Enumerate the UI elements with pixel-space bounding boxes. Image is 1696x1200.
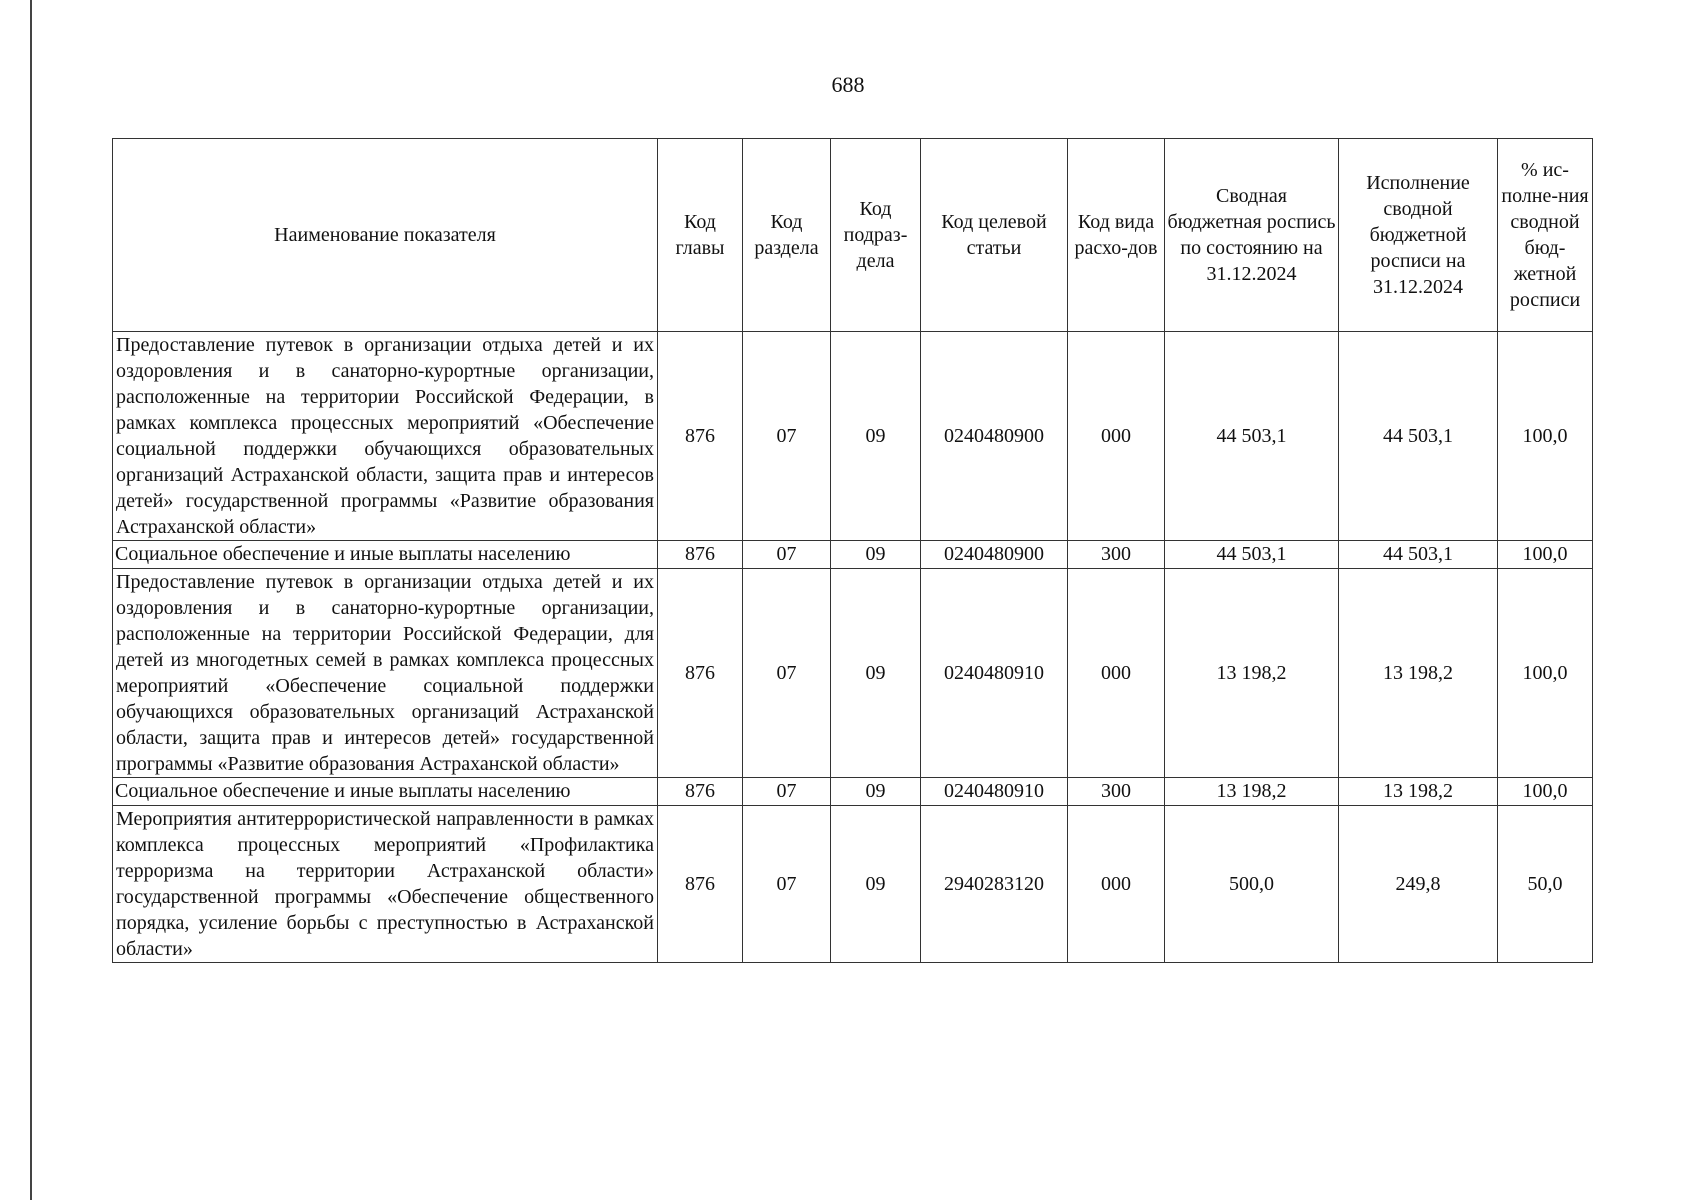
header-name: Наименование показателя	[113, 139, 658, 332]
row-budget: 500,0	[1165, 806, 1339, 963]
table-header-row	[113, 139, 1593, 332]
row-chapter: 876	[658, 806, 743, 963]
row-percent: 100,0	[1498, 778, 1593, 806]
header-chapter: Код главы	[658, 139, 743, 332]
budget-table	[112, 138, 1593, 963]
row-percent: 100,0	[1498, 332, 1593, 541]
row-subsection: 09	[831, 569, 921, 778]
row-percent: 50,0	[1498, 806, 1593, 963]
row-expense-type: 000	[1068, 806, 1165, 963]
row-subsection: 09	[831, 778, 921, 806]
row-subsection: 09	[831, 541, 921, 569]
row-chapter: 876	[658, 569, 743, 778]
row-expense-type: 300	[1068, 541, 1165, 569]
row-execution: 249,8	[1339, 806, 1498, 963]
header-section: Код раздела	[743, 139, 831, 332]
row-name: Предоставление путевок в организации отдыха детей и их оздоровления и в санаторно-курортные организации, расположенные на территории Российской Федерации, для детей из многодетных семей в рамках комплекса процессных мероприятий «Обеспечение социальной поддержки обучающихся образовательных организаций Астраханской области, защита прав и интересов детей» государственной программы «Развитие образования Астраханской области»	[113, 569, 658, 778]
header-execution: Исполнение сводной бюджетной росписи на 31.12.2024	[1339, 139, 1498, 332]
row-target: 0240480900	[921, 332, 1068, 541]
table-row	[113, 806, 1593, 963]
row-section: 07	[743, 778, 831, 806]
row-budget: 44 503,1	[1165, 541, 1339, 569]
row-expense-type: 000	[1068, 569, 1165, 778]
row-target: 0240480910	[921, 569, 1068, 778]
row-section: 07	[743, 806, 831, 963]
header-subsection: Код подраз-дела	[831, 139, 921, 332]
row-percent: 100,0	[1498, 541, 1593, 569]
table-row	[113, 332, 1593, 541]
row-expense-type: 300	[1068, 778, 1165, 806]
header-target: Код целевой статьи	[921, 139, 1068, 332]
page-number: 688	[831, 72, 865, 97]
table-row	[113, 541, 1593, 569]
row-execution: 13 198,2	[1339, 569, 1498, 778]
row-target: 0240480900	[921, 541, 1068, 569]
row-section: 07	[743, 541, 831, 569]
row-execution: 44 503,1	[1339, 541, 1498, 569]
row-budget: 13 198,2	[1165, 569, 1339, 778]
row-name: Предоставление путевок в организации отдыха детей и их оздоровления и в санаторно-курортные организации, расположенные на территории Российской Федерации, в рамках комплекса процессных мероприятий «Обеспечение социальной поддержки обучающихся образовательных организаций Астраханской области, защита прав и интересов детей» государственной программы «Развитие образования Астраханской области»	[113, 332, 658, 541]
row-name: Социальное обеспечение и иные выплаты населению	[113, 778, 658, 806]
table-row	[113, 569, 1593, 778]
row-section: 07	[743, 332, 831, 541]
row-name: Мероприятия антитеррористической направленности в рамках комплекса процессных мероприятий «Профилактика терроризма на территории Астраханской области» государственной программы «Обеспечение общественного порядка, усиление борьбы с преступностью в Астраханской области»	[113, 806, 658, 963]
row-execution: 44 503,1	[1339, 332, 1498, 541]
row-target: 2940283120	[921, 806, 1068, 963]
scan-edge-line	[30, 0, 32, 1200]
row-budget: 44 503,1	[1165, 332, 1339, 541]
row-subsection: 09	[831, 806, 921, 963]
table-row	[113, 778, 1593, 806]
header-expense-type: Код вида расхо-дов	[1068, 139, 1165, 332]
row-chapter: 876	[658, 332, 743, 541]
row-percent: 100,0	[1498, 569, 1593, 778]
row-budget: 13 198,2	[1165, 778, 1339, 806]
row-expense-type: 000	[1068, 332, 1165, 541]
row-target: 0240480910	[921, 778, 1068, 806]
header-budget: Сводная бюджетная роспись по состоянию на 31.12.2024	[1165, 139, 1339, 332]
row-chapter: 876	[658, 778, 743, 806]
row-name: Социальное обеспечение и иные выплаты населению	[113, 541, 658, 569]
row-execution: 13 198,2	[1339, 778, 1498, 806]
header-percent: % ис-полне-ния сводной бюд-жетной росписи	[1498, 139, 1593, 332]
row-chapter: 876	[658, 541, 743, 569]
row-section: 07	[743, 569, 831, 778]
row-subsection: 09	[831, 332, 921, 541]
